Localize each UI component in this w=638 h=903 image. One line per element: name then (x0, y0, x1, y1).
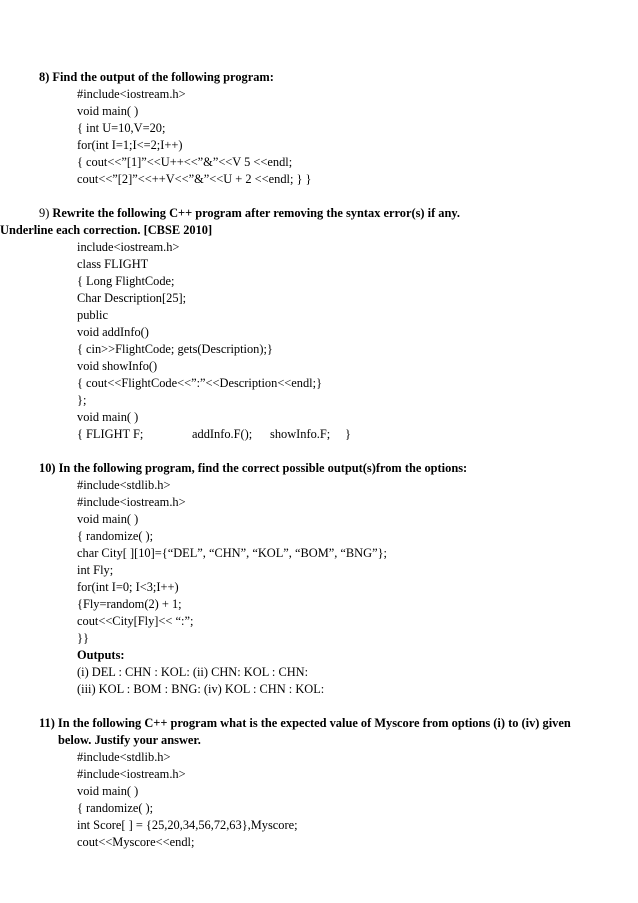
code-line: { randomize( ); (77, 529, 154, 543)
code-fragment: addInfo.F(); (192, 427, 253, 441)
outputs-label: Outputs: (77, 648, 125, 662)
code-line: char City[ ][10]={“DEL”, “CHN”, “KOL”, “BOM”, “BNG”}; (77, 546, 387, 560)
code-line: #include<iostream.h> (77, 767, 186, 781)
code-line: for(int I=0; I<3;I++) (77, 580, 179, 594)
code-line: { cout<<FlightCode<<”:”<<Description<<endl;} (77, 376, 323, 390)
code-fragment: } (345, 427, 351, 441)
code-line: #include<iostream.h> (77, 495, 186, 509)
code-fragment: { FLIGHT F; (77, 427, 144, 441)
question-11-title: 11) In the following C++ program what is the expected value of Myscore from options (i) to (iv) given (39, 716, 571, 730)
code-line: { cin>>FlightCode; gets(Description);} (77, 342, 273, 356)
code-line: #include<stdlib.h> (77, 750, 171, 764)
question-10-title: 10) In the following program, find the correct possible output(s)from the options: (39, 461, 468, 475)
code-line: int Score[ ] = {25,20,34,56,72,63},Myscore; (77, 818, 298, 832)
question-9 (0, 205, 619, 443)
question-11 (39, 715, 619, 851)
question-9-title (39, 205, 619, 222)
code-line: cout<<”[2]”<<++V<<”&”<<U + 2 <<endl; } } (77, 172, 312, 186)
code-line: for(int I=1;I<=2;I++) (77, 138, 183, 152)
code-line: void main( ) (77, 410, 139, 424)
code-line: void main( ) (77, 512, 139, 526)
question-9-text: Rewrite the following C++ program after removing the syntax error(s) if any. (52, 206, 460, 220)
code-fragment: showInfo.F; (270, 427, 331, 441)
code-line: Char Description[25]; (77, 291, 187, 305)
code-line: cout<<City[Fly]<< “:”; (77, 614, 194, 628)
code-line: }; (77, 393, 87, 407)
code-line: int Fly; (77, 563, 114, 577)
code-line: void addInfo() (77, 325, 149, 339)
code-line: include<iostream.h> (77, 240, 180, 254)
question-8 (39, 69, 619, 188)
question-9-title-cont: Underline each correction. [CBSE 2010] (0, 223, 213, 237)
code-line: #include<stdlib.h> (77, 478, 171, 492)
code-line: void main( ) (77, 104, 139, 118)
code-line: {Fly=random(2) + 1; (77, 597, 182, 611)
code-line: cout<<Myscore<<endl; (77, 835, 195, 849)
output-option: (i) DEL : CHN : KOL: (ii) CHN: KOL : CHN: (77, 665, 309, 679)
code-line-last (39, 426, 619, 443)
code-line: void main( ) (77, 784, 139, 798)
question-8-title: 8) Find the output of the following program: (39, 70, 274, 84)
output-option: (iii) KOL : BOM : BNG: (iv) KOL : CHN : KOL: (77, 682, 325, 696)
code-line: { cout<<”[1]”<<U++<<”&”<<V 5 <<endl; (77, 155, 293, 169)
question-9-number: 9) (39, 206, 53, 220)
question-11-title-cont: below. Justify your answer. (58, 733, 201, 747)
code-line: { int U=10,V=20; (77, 121, 166, 135)
code-line: class FLIGHT (77, 257, 149, 271)
code-line: }} (77, 631, 89, 645)
code-line: { Long FlightCode; (77, 274, 175, 288)
code-line: public (77, 308, 108, 322)
code-line: void showInfo() (77, 359, 158, 373)
code-line: { randomize( ); (77, 801, 154, 815)
code-line: #include<iostream.h> (77, 87, 186, 101)
question-10 (39, 460, 619, 698)
